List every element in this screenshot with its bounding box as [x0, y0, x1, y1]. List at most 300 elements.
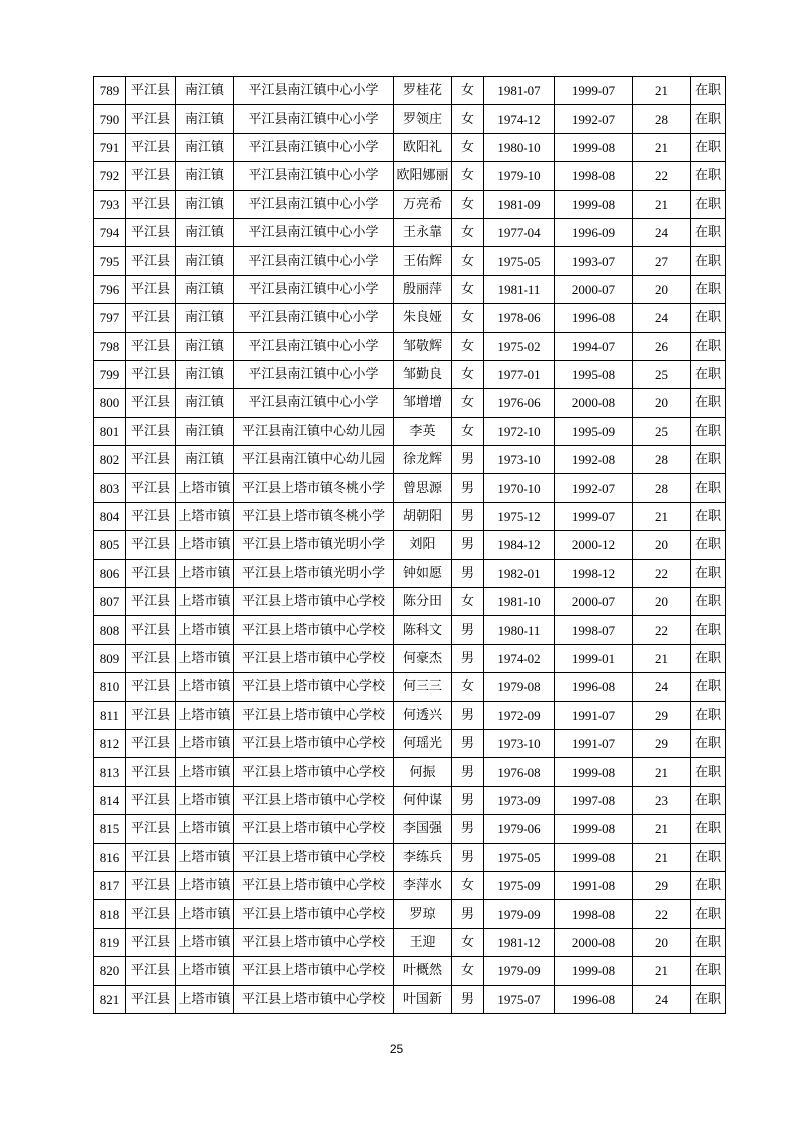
gender-cell: 女: [452, 588, 484, 616]
table-row: [94, 77, 726, 105]
birth-date-cell: 1975-05: [484, 247, 555, 275]
table-row: [94, 701, 726, 729]
school-cell: 平江县南江镇中心小学: [234, 162, 394, 190]
years-of-service-cell: 21: [633, 815, 691, 843]
table-row: [94, 900, 726, 928]
row-index-cell: 819: [94, 928, 126, 956]
teacher-name-cell: 邹增增: [394, 389, 452, 417]
gender-cell: 女: [452, 162, 484, 190]
status-cell: 在职: [691, 446, 726, 474]
school-cell: 平江县上塔市镇中心学校: [234, 957, 394, 985]
school-cell: 平江县上塔市镇中心学校: [234, 871, 394, 899]
teacher-name-cell: 邹勤良: [394, 360, 452, 388]
status-cell: 在职: [691, 673, 726, 701]
years-of-service-cell: 29: [633, 729, 691, 757]
school-cell: 平江县南江镇中心小学: [234, 275, 394, 303]
teacher-name-cell: 邹敬辉: [394, 332, 452, 360]
start-date-cell: 1994-07: [555, 332, 633, 360]
county-cell: 平江县: [126, 758, 176, 786]
teacher-name-cell: 徐龙辉: [394, 446, 452, 474]
gender-cell: 女: [452, 218, 484, 246]
table-row: [94, 758, 726, 786]
start-date-cell: 1998-12: [555, 559, 633, 587]
gender-cell: 女: [452, 389, 484, 417]
gender-cell: 女: [452, 673, 484, 701]
table-row: [94, 644, 726, 672]
years-of-service-cell: 24: [633, 218, 691, 246]
years-of-service-cell: 27: [633, 247, 691, 275]
table-row: [94, 957, 726, 985]
row-index-cell: 799: [94, 360, 126, 388]
status-cell: 在职: [691, 758, 726, 786]
row-index-cell: 820: [94, 957, 126, 985]
start-date-cell: 1992-08: [555, 446, 633, 474]
town-cell: 南江镇: [176, 162, 234, 190]
status-cell: 在职: [691, 815, 726, 843]
teacher-name-cell: 王佑辉: [394, 247, 452, 275]
status-cell: 在职: [691, 190, 726, 218]
gender-cell: 男: [452, 701, 484, 729]
gender-cell: 男: [452, 758, 484, 786]
gender-cell: 男: [452, 786, 484, 814]
status-cell: 在职: [691, 77, 726, 105]
start-date-cell: 1999-08: [555, 815, 633, 843]
start-date-cell: 1992-07: [555, 474, 633, 502]
table-row: [94, 417, 726, 445]
table-row: [94, 162, 726, 190]
years-of-service-cell: 23: [633, 786, 691, 814]
school-cell: 平江县上塔市镇中心学校: [234, 616, 394, 644]
birth-date-cell: 1975-02: [484, 332, 555, 360]
start-date-cell: 1999-07: [555, 502, 633, 530]
county-cell: 平江县: [126, 133, 176, 161]
town-cell: 南江镇: [176, 77, 234, 105]
school-cell: 平江县南江镇中心小学: [234, 304, 394, 332]
town-cell: 上塔市镇: [176, 900, 234, 928]
table-row: [94, 304, 726, 332]
teacher-name-cell: 罗桂花: [394, 77, 452, 105]
gender-cell: 女: [452, 247, 484, 275]
county-cell: 平江县: [126, 786, 176, 814]
table-row: [94, 389, 726, 417]
county-cell: 平江县: [126, 928, 176, 956]
gender-cell: 男: [452, 843, 484, 871]
teacher-name-cell: 罗领庄: [394, 105, 452, 133]
status-cell: 在职: [691, 786, 726, 814]
status-cell: 在职: [691, 900, 726, 928]
status-cell: 在职: [691, 644, 726, 672]
birth-date-cell: 1970-10: [484, 474, 555, 502]
years-of-service-cell: 20: [633, 275, 691, 303]
school-cell: 平江县南江镇中心幼儿园: [234, 446, 394, 474]
status-cell: 在职: [691, 417, 726, 445]
teacher-name-cell: 何振: [394, 758, 452, 786]
row-index-cell: 812: [94, 729, 126, 757]
years-of-service-cell: 24: [633, 985, 691, 1013]
birth-date-cell: 1975-07: [484, 985, 555, 1013]
table-row: [94, 218, 726, 246]
school-cell: 平江县上塔市镇中心学校: [234, 843, 394, 871]
town-cell: 南江镇: [176, 105, 234, 133]
town-cell: 上塔市镇: [176, 673, 234, 701]
start-date-cell: 1996-08: [555, 985, 633, 1013]
teacher-name-cell: 何瑶光: [394, 729, 452, 757]
row-index-cell: 806: [94, 559, 126, 587]
years-of-service-cell: 24: [633, 673, 691, 701]
teacher-name-cell: 何仲谋: [394, 786, 452, 814]
birth-date-cell: 1974-12: [484, 105, 555, 133]
school-cell: 平江县上塔市镇中心学校: [234, 758, 394, 786]
start-date-cell: 1991-08: [555, 871, 633, 899]
start-date-cell: 1992-07: [555, 105, 633, 133]
start-date-cell: 2000-08: [555, 928, 633, 956]
school-cell: 平江县南江镇中心小学: [234, 360, 394, 388]
teacher-name-cell: 曾思源: [394, 474, 452, 502]
row-index-cell: 811: [94, 701, 126, 729]
town-cell: 上塔市镇: [176, 815, 234, 843]
county-cell: 平江县: [126, 446, 176, 474]
town-cell: 上塔市镇: [176, 843, 234, 871]
start-date-cell: 1998-08: [555, 162, 633, 190]
status-cell: 在职: [691, 843, 726, 871]
town-cell: 南江镇: [176, 190, 234, 218]
birth-date-cell: 1984-12: [484, 531, 555, 559]
county-cell: 平江县: [126, 77, 176, 105]
county-cell: 平江县: [126, 673, 176, 701]
birth-date-cell: 1979-09: [484, 957, 555, 985]
status-cell: 在职: [691, 588, 726, 616]
years-of-service-cell: 20: [633, 588, 691, 616]
gender-cell: 女: [452, 957, 484, 985]
gender-cell: 男: [452, 644, 484, 672]
row-index-cell: 804: [94, 502, 126, 530]
start-date-cell: 1999-08: [555, 957, 633, 985]
county-cell: 平江县: [126, 559, 176, 587]
gender-cell: 女: [452, 928, 484, 956]
town-cell: 上塔市镇: [176, 644, 234, 672]
birth-date-cell: 1975-09: [484, 871, 555, 899]
gender-cell: 男: [452, 474, 484, 502]
row-index-cell: 790: [94, 105, 126, 133]
town-cell: 南江镇: [176, 417, 234, 445]
county-cell: 平江县: [126, 502, 176, 530]
teacher-name-cell: 叶国新: [394, 985, 452, 1013]
years-of-service-cell: 24: [633, 304, 691, 332]
years-of-service-cell: 20: [633, 389, 691, 417]
county-cell: 平江县: [126, 616, 176, 644]
town-cell: 上塔市镇: [176, 588, 234, 616]
start-date-cell: 1993-07: [555, 247, 633, 275]
years-of-service-cell: 22: [633, 559, 691, 587]
gender-cell: 女: [452, 190, 484, 218]
county-cell: 平江县: [126, 218, 176, 246]
birth-date-cell: 1976-08: [484, 758, 555, 786]
years-of-service-cell: 21: [633, 644, 691, 672]
gender-cell: 男: [452, 900, 484, 928]
town-cell: 上塔市镇: [176, 758, 234, 786]
table-row: [94, 786, 726, 814]
years-of-service-cell: 22: [633, 616, 691, 644]
start-date-cell: 2000-08: [555, 389, 633, 417]
teacher-name-cell: 胡朝阳: [394, 502, 452, 530]
birth-date-cell: 1981-12: [484, 928, 555, 956]
table-row: [94, 588, 726, 616]
town-cell: 南江镇: [176, 133, 234, 161]
school-cell: 平江县上塔市镇中心学校: [234, 985, 394, 1013]
birth-date-cell: 1979-10: [484, 162, 555, 190]
school-cell: 平江县南江镇中心幼儿园: [234, 417, 394, 445]
table-row: [94, 190, 726, 218]
table-row: [94, 815, 726, 843]
table-row: [94, 502, 726, 530]
birth-date-cell: 1976-06: [484, 389, 555, 417]
page-number: 25: [389, 1042, 404, 1056]
row-index-cell: 818: [94, 900, 126, 928]
school-cell: 平江县南江镇中心小学: [234, 389, 394, 417]
start-date-cell: 1999-08: [555, 843, 633, 871]
years-of-service-cell: 22: [633, 162, 691, 190]
county-cell: 平江县: [126, 985, 176, 1013]
birth-date-cell: 1973-10: [484, 729, 555, 757]
row-index-cell: 797: [94, 304, 126, 332]
birth-date-cell: 1979-06: [484, 815, 555, 843]
row-index-cell: 815: [94, 815, 126, 843]
birth-date-cell: 1982-01: [484, 559, 555, 587]
town-cell: 南江镇: [176, 247, 234, 275]
town-cell: 上塔市镇: [176, 616, 234, 644]
status-cell: 在职: [691, 531, 726, 559]
table-row: [94, 247, 726, 275]
birth-date-cell: 1975-12: [484, 502, 555, 530]
status-cell: 在职: [691, 105, 726, 133]
county-cell: 平江县: [126, 304, 176, 332]
town-cell: 上塔市镇: [176, 871, 234, 899]
county-cell: 平江县: [126, 531, 176, 559]
town-cell: 南江镇: [176, 275, 234, 303]
status-cell: 在职: [691, 559, 726, 587]
school-cell: 平江县上塔市镇中心学校: [234, 815, 394, 843]
teacher-name-cell: 叶概然: [394, 957, 452, 985]
teacher-name-cell: 何透兴: [394, 701, 452, 729]
row-index-cell: 791: [94, 133, 126, 161]
teacher-name-cell: 何三三: [394, 673, 452, 701]
table-row: [94, 928, 726, 956]
row-index-cell: 808: [94, 616, 126, 644]
town-cell: 南江镇: [176, 332, 234, 360]
town-cell: 南江镇: [176, 218, 234, 246]
birth-date-cell: 1981-07: [484, 77, 555, 105]
roster-body: [94, 77, 726, 1014]
gender-cell: 女: [452, 871, 484, 899]
county-cell: 平江县: [126, 900, 176, 928]
teacher-name-cell: 欧阳礼: [394, 133, 452, 161]
county-cell: 平江县: [126, 474, 176, 502]
start-date-cell: 2000-07: [555, 275, 633, 303]
school-cell: 平江县南江镇中心小学: [234, 133, 394, 161]
row-index-cell: 789: [94, 77, 126, 105]
birth-date-cell: 1972-10: [484, 417, 555, 445]
school-cell: 平江县上塔市镇冬桃小学: [234, 474, 394, 502]
gender-cell: 男: [452, 446, 484, 474]
teacher-name-cell: 陈分田: [394, 588, 452, 616]
start-date-cell: 1997-08: [555, 786, 633, 814]
teacher-name-cell: 殷丽萍: [394, 275, 452, 303]
school-cell: 平江县上塔市镇中心学校: [234, 673, 394, 701]
row-index-cell: 796: [94, 275, 126, 303]
table-row: [94, 559, 726, 587]
county-cell: 平江县: [126, 275, 176, 303]
county-cell: 平江县: [126, 871, 176, 899]
gender-cell: 男: [452, 531, 484, 559]
town-cell: 南江镇: [176, 389, 234, 417]
table-row: [94, 275, 726, 303]
gender-cell: 男: [452, 559, 484, 587]
status-cell: 在职: [691, 474, 726, 502]
status-cell: 在职: [691, 928, 726, 956]
school-cell: 平江县南江镇中心小学: [234, 77, 394, 105]
years-of-service-cell: 21: [633, 758, 691, 786]
start-date-cell: 1998-07: [555, 616, 633, 644]
start-date-cell: 1999-08: [555, 758, 633, 786]
table-row: [94, 360, 726, 388]
teacher-name-cell: 陈科文: [394, 616, 452, 644]
town-cell: 上塔市镇: [176, 559, 234, 587]
teacher-name-cell: 万亮希: [394, 190, 452, 218]
start-date-cell: 1996-09: [555, 218, 633, 246]
years-of-service-cell: 21: [633, 190, 691, 218]
gender-cell: 男: [452, 616, 484, 644]
status-cell: 在职: [691, 616, 726, 644]
row-index-cell: 793: [94, 190, 126, 218]
start-date-cell: 1991-07: [555, 729, 633, 757]
teacher-name-cell: 朱良娅: [394, 304, 452, 332]
birth-date-cell: 1973-09: [484, 786, 555, 814]
table-row: [94, 616, 726, 644]
town-cell: 上塔市镇: [176, 701, 234, 729]
birth-date-cell: 1974-02: [484, 644, 555, 672]
row-index-cell: 803: [94, 474, 126, 502]
table-row: [94, 985, 726, 1013]
years-of-service-cell: 28: [633, 446, 691, 474]
table-row: [94, 332, 726, 360]
teacher-name-cell: 王永靠: [394, 218, 452, 246]
school-cell: 平江县上塔市镇冬桃小学: [234, 502, 394, 530]
table-row: [94, 105, 726, 133]
start-date-cell: 1995-09: [555, 417, 633, 445]
birth-date-cell: 1980-11: [484, 616, 555, 644]
teacher-name-cell: 欧阳娜丽: [394, 162, 452, 190]
school-cell: 平江县上塔市镇中心学校: [234, 701, 394, 729]
status-cell: 在职: [691, 389, 726, 417]
gender-cell: 女: [452, 332, 484, 360]
table-row: [94, 446, 726, 474]
status-cell: 在职: [691, 304, 726, 332]
start-date-cell: 2000-12: [555, 531, 633, 559]
school-cell: 平江县南江镇中心小学: [234, 247, 394, 275]
school-cell: 平江县南江镇中心小学: [234, 105, 394, 133]
years-of-service-cell: 28: [633, 105, 691, 133]
school-cell: 平江县上塔市镇光明小学: [234, 559, 394, 587]
teacher-name-cell: 李练兵: [394, 843, 452, 871]
years-of-service-cell: 28: [633, 474, 691, 502]
town-cell: 上塔市镇: [176, 985, 234, 1013]
years-of-service-cell: 29: [633, 871, 691, 899]
status-cell: 在职: [691, 360, 726, 388]
years-of-service-cell: 20: [633, 531, 691, 559]
status-cell: 在职: [691, 247, 726, 275]
row-index-cell: 813: [94, 758, 126, 786]
table-row: [94, 871, 726, 899]
start-date-cell: 1999-08: [555, 133, 633, 161]
row-index-cell: 821: [94, 985, 126, 1013]
town-cell: 上塔市镇: [176, 502, 234, 530]
table-row: [94, 673, 726, 701]
start-date-cell: 1996-08: [555, 304, 633, 332]
row-index-cell: 810: [94, 673, 126, 701]
teacher-name-cell: 王迎: [394, 928, 452, 956]
status-cell: 在职: [691, 332, 726, 360]
years-of-service-cell: 21: [633, 843, 691, 871]
teacher-name-cell: 李萍水: [394, 871, 452, 899]
start-date-cell: 1991-07: [555, 701, 633, 729]
table-row: [94, 843, 726, 871]
years-of-service-cell: 26: [633, 332, 691, 360]
gender-cell: 女: [452, 105, 484, 133]
row-index-cell: 792: [94, 162, 126, 190]
gender-cell: 男: [452, 729, 484, 757]
county-cell: 平江县: [126, 190, 176, 218]
town-cell: 南江镇: [176, 446, 234, 474]
school-cell: 平江县上塔市镇中心学校: [234, 928, 394, 956]
row-index-cell: 794: [94, 218, 126, 246]
town-cell: 上塔市镇: [176, 729, 234, 757]
years-of-service-cell: 25: [633, 360, 691, 388]
row-index-cell: 802: [94, 446, 126, 474]
county-cell: 平江县: [126, 105, 176, 133]
teacher-name-cell: 钟如愿: [394, 559, 452, 587]
row-index-cell: 795: [94, 247, 126, 275]
teacher-name-cell: 罗琼: [394, 900, 452, 928]
school-cell: 平江县上塔市镇中心学校: [234, 644, 394, 672]
start-date-cell: 1996-08: [555, 673, 633, 701]
birth-date-cell: 1979-08: [484, 673, 555, 701]
status-cell: 在职: [691, 218, 726, 246]
gender-cell: 女: [452, 275, 484, 303]
status-cell: 在职: [691, 729, 726, 757]
school-cell: 平江县上塔市镇中心学校: [234, 729, 394, 757]
gender-cell: 女: [452, 133, 484, 161]
years-of-service-cell: 29: [633, 701, 691, 729]
county-cell: 平江县: [126, 644, 176, 672]
school-cell: 平江县南江镇中心小学: [234, 332, 394, 360]
start-date-cell: 1995-08: [555, 360, 633, 388]
status-cell: 在职: [691, 871, 726, 899]
gender-cell: 女: [452, 360, 484, 388]
town-cell: 上塔市镇: [176, 474, 234, 502]
school-cell: 平江县上塔市镇中心学校: [234, 900, 394, 928]
row-index-cell: 817: [94, 871, 126, 899]
years-of-service-cell: 22: [633, 900, 691, 928]
start-date-cell: 1999-01: [555, 644, 633, 672]
table-row: [94, 474, 726, 502]
years-of-service-cell: 25: [633, 417, 691, 445]
table-row: [94, 531, 726, 559]
birth-date-cell: 1981-11: [484, 275, 555, 303]
birth-date-cell: 1978-06: [484, 304, 555, 332]
status-cell: 在职: [691, 162, 726, 190]
birth-date-cell: 1979-09: [484, 900, 555, 928]
birth-date-cell: 1980-10: [484, 133, 555, 161]
